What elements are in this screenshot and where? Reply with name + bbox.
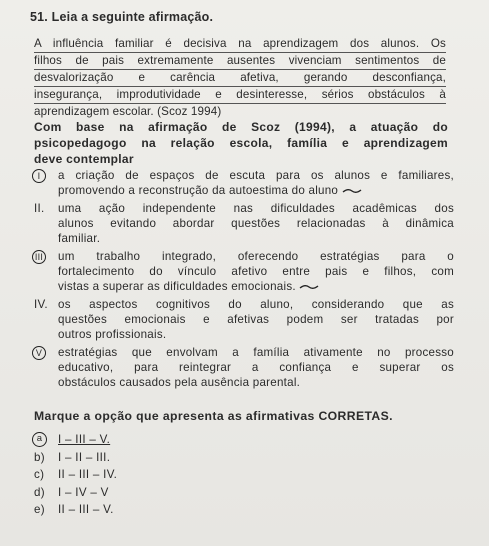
statement-item-1 [34, 168, 454, 198]
pen-scribble-mark [342, 188, 362, 194]
option-d[interactable] [34, 484, 117, 502]
option-text: II – III – IV. [58, 468, 118, 481]
quote-line: aprendizagem escolar. (Scoz 1994) [34, 105, 222, 118]
statement-line: vistas a superar as dificuldades emocionais. [58, 279, 454, 294]
statement-line: estratégias que envolvam a família ativamente no processo [58, 346, 454, 359]
statement-line: os aspectos cognitivos do aluno, considerando que as [58, 298, 454, 311]
pen-circle-mark: V [32, 346, 46, 360]
option-c[interactable] [34, 466, 117, 484]
statement-line: educativo, para reintegrar a confiança e superar os [58, 361, 454, 374]
statement-item-3 [34, 249, 454, 294]
quote-line: insegurança, improdutividade e desinteresse, sérios obstáculos à [34, 87, 446, 104]
option-text: I – IV – V [58, 485, 109, 499]
statement-item-2 [34, 201, 454, 246]
option-key: c) [34, 468, 45, 481]
pen-scribble-mark [299, 284, 319, 290]
prompt-line: Com base na afirmação de Scoz (1994), a atuação do [34, 120, 448, 134]
option-key: e) [34, 503, 45, 516]
option-text: II – III – V. [58, 503, 114, 516]
option-text: I – II – III. [58, 450, 111, 464]
option-key-circled: a [32, 432, 47, 447]
prompt-line: deve contemplar [34, 152, 134, 166]
quote-line: desvalorização e carência afetiva, gerando desconfiança, [34, 70, 446, 87]
statement-item-4 [34, 297, 454, 342]
statement-number: II. [34, 202, 45, 215]
statement-line: outros profissionais. [58, 328, 167, 341]
quoted-statement [34, 36, 446, 120]
quote-line: filhos de pais extremamente ausentes vivenciam sentimentos de [34, 53, 446, 70]
option-text: I – III – V. [58, 433, 111, 446]
option-e[interactable] [34, 501, 117, 519]
question-header [30, 10, 213, 24]
option-b[interactable] [34, 449, 117, 467]
quote-line: A influência familiar é decisiva na aprendizagem dos alunos. Os [34, 36, 446, 53]
question-prompt [34, 119, 448, 167]
option-key: d) [34, 485, 45, 499]
statement-line: alunos evitando abordar questões relacionadas à dinâmica [58, 217, 454, 230]
statement-line: promovendo a reconstrução da autoestima do aluno [58, 183, 454, 198]
question-number: 51. [30, 10, 48, 24]
statement-line: obstáculos causados pela ausência parental. [58, 376, 301, 389]
pen-circle-mark: I [32, 169, 46, 183]
statement-line: um trabalho integrado, oferecendo estratégias para o [58, 250, 454, 263]
pen-circle-mark: III [32, 250, 46, 264]
question-title: Leia a seguinte afirmação. [51, 10, 214, 24]
answer-options [34, 431, 117, 519]
answer-instruction: Marque a opção que apresenta as afirmativas CORRETAS. [34, 409, 393, 423]
statement-line: questões emocionais e afetivas podem ser tratadas por [58, 313, 454, 326]
statement-line: a criação de espaços de escuta para os alunos e familiares, [58, 169, 454, 182]
statement-line: fortalecimento do vínculo afetivo entre pais e filhos, com [58, 265, 454, 278]
statement-line: uma ação independente nas dificuldades acadêmicas dos [58, 202, 454, 215]
statement-line: familiar. [58, 232, 101, 245]
option-key: b) [34, 450, 45, 464]
statement-number: IV. [34, 298, 48, 311]
prompt-line: psicopedagogo na relação escola, família e aprendizagem [34, 136, 448, 150]
statement-item-5 [34, 345, 454, 390]
option-a[interactable] [34, 431, 117, 449]
statement-list [34, 168, 454, 393]
